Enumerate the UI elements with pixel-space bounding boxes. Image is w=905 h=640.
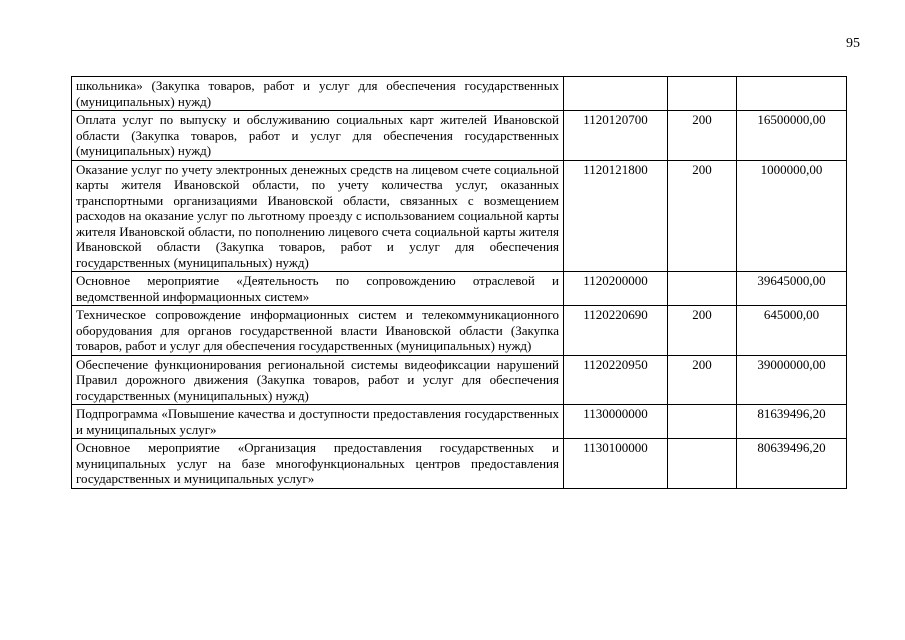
row-expense-type [668,272,737,306]
budget-table [71,76,847,489]
row-sum: 16500000,00 [737,111,847,161]
row-code: 1120220950 [564,355,668,405]
row-name: Техническое сопровождение информационных систем и телекоммуникационного оборудования для органов государственной власти Ивановской области (Закупка товаров, работ и услуг для обеспечения государственных (муниципальных) нужд) [72,306,564,356]
row-name: Оказание услуг по учету электронных денежных средств на лицевом счете социальной карты жителя Ивановской области, по учету количества услуг, оказанных транспортными организациями Ивановской области, связанных с возмещением расходов на оказание услуг по льготному проезду с использованием социальной карты жителя Ивановской области, по пополнению лицевого счета социальной карты жителя Ивановской области (Закупка товаров, работ и услуг для обеспечения государственных (муниципальных) нужд) [72,160,564,272]
row-sum: 39000000,00 [737,355,847,405]
row-code: 1120120700 [564,111,668,161]
row-expense-type [668,439,737,489]
row-sum: 1000000,00 [737,160,847,272]
page-number: 95 [846,36,860,51]
table-row [72,405,847,439]
table-row [72,160,847,272]
row-name: Основное мероприятие «Организация предоставления государственных и муниципальных услуг на базе многофункциональных центров предоставления государственных и муниципальных услуг» [72,439,564,489]
row-name: Подпрограмма «Повышение качества и доступности предоставления государственных и муниципальных услуг» [72,405,564,439]
table-row [72,355,847,405]
table-row [72,439,847,489]
row-code [564,77,668,111]
table-row [72,111,847,161]
row-sum: 39645000,00 [737,272,847,306]
row-expense-type: 200 [668,160,737,272]
row-expense-type: 200 [668,306,737,356]
row-name: школьника» (Закупка товаров, работ и услуг для обеспечения государственных (муниципальных) нужд) [72,77,564,111]
row-sum: 81639496,20 [737,405,847,439]
row-expense-type: 200 [668,111,737,161]
row-sum: 645000,00 [737,306,847,356]
row-code: 1120220690 [564,306,668,356]
row-sum: 80639496,20 [737,439,847,489]
row-code: 1120121800 [564,160,668,272]
table-row [72,272,847,306]
row-name: Оплата услуг по выпуску и обслуживанию социальных карт жителей Ивановской области (Закупка товаров, работ и услуг для обеспечения государственных (муниципальных) нужд) [72,111,564,161]
row-name: Обеспечение функционирования региональной системы видеофиксации нарушений Правил дорожного движения (Закупка товаров, работ и услуг для обеспечения государственных (муниципальных) нужд) [72,355,564,405]
row-expense-type [668,405,737,439]
row-expense-type [668,77,737,111]
row-expense-type: 200 [668,355,737,405]
table-row [72,306,847,356]
row-name: Основное мероприятие «Деятельность по сопровождению отраслевой и ведомственной информационных систем» [72,272,564,306]
row-code: 1120200000 [564,272,668,306]
row-code: 1130100000 [564,439,668,489]
row-sum [737,77,847,111]
table-row [72,77,847,111]
row-code: 1130000000 [564,405,668,439]
